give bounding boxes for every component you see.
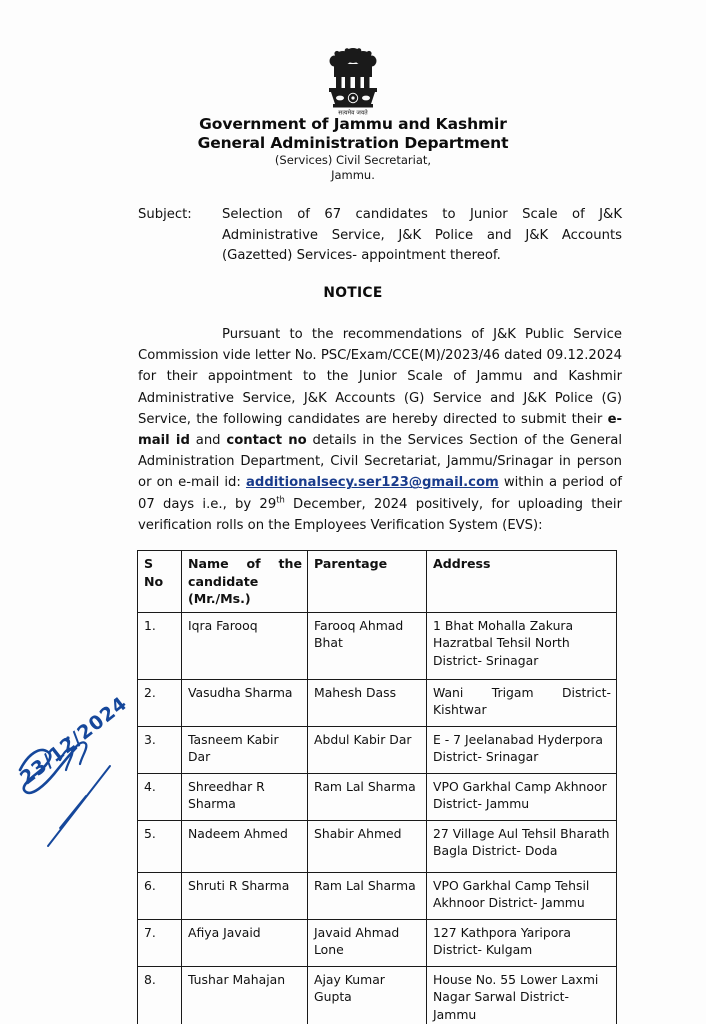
cell-sno: 3. [138,726,182,773]
cell-name: Shruti R Sharma [182,872,308,919]
ashoka-lion-capital-emblem [321,46,385,116]
cell-address: 127 Kathpora Yaripora District- Kulgam [427,919,617,966]
cell-address: House No. 55 Lower Laxmi Nagar Sarwal District- Jammu [427,966,617,1024]
subject-label: Subject: [138,207,192,222]
cell-parentage: Abdul Kabir Dar [308,726,427,773]
cell-name: Tushar Mahajan [182,966,308,1024]
table-row [138,612,617,679]
col-header-address: Address [427,551,617,613]
col-header-name: Name of the candidate (Mr./Ms.) [182,551,308,613]
body-part-3: details in the Services Section of the General Administration Department, Civil Secretariat, Jammu/Srinagar in person or on e-mail id: [138,433,622,491]
cell-name: Shreedhar R Sharma [182,773,308,820]
body-bold-contact-no: contact no [226,433,307,449]
cell-parentage: Ajay Kumar Gupta [308,966,427,1024]
city-line: Jammu. [331,168,375,182]
table-row [138,919,617,966]
table-row [138,966,617,1024]
cell-sno: 2. [138,679,182,726]
notice-body [138,324,622,536]
date-ordinal-suffix: th [276,494,285,505]
cell-sno: 6. [138,872,182,919]
cell-address: VPO Garkhal Camp Tehsil Akhnoor District- Jammu [427,872,617,919]
notice-heading: NOTICE [323,285,383,301]
office-line: (Services) Civil Secretariat, [274,153,432,167]
cell-address: E - 7 Jeelanabad Hyderpora District- Srinagar [427,726,617,773]
table-row [138,679,617,726]
cell-address: VPO Garkhal Camp Akhnoor District- Jammu [427,773,617,820]
body-part-5: December, 2024 positively, for uploading their verification rolls on the Employees Verification System (EVS): [138,496,623,533]
department-title: General Administration Department [197,134,509,152]
cell-parentage: Ram Lal Sharma [308,872,427,919]
cell-sno: 8. [138,966,182,1024]
cell-name: Nadeem Ahmed [182,820,308,872]
cell-sno: 5. [138,820,182,872]
cell-parentage: Ram Lal Sharma [308,773,427,820]
cell-sno: 4. [138,773,182,820]
cell-parentage: Shabir Ahmed [308,820,427,872]
cell-parentage: Farooq Ahmad Bhat [308,612,427,679]
cell-parentage: Mahesh Dass [308,679,427,726]
body-bold-email-id: e-mail id [138,411,622,449]
email-link[interactable]: additionalsecy.ser123@gmail.com [245,475,499,491]
cell-name: Iqra Farooq [182,612,308,679]
cell-name: Tasneem Kabir Dar [182,726,308,773]
table-row [138,872,617,919]
candidates-table [137,550,617,1024]
cell-parentage: Javaid Ahmad Lone [308,919,427,966]
col-header-parentage: Parentage [308,551,427,613]
government-title: Government of Jammu and Kashmir [199,115,507,133]
document-header [0,115,706,183]
subject-text: Selection of 67 candidates to Junior Scale of J&K Administrative Service, J&K Police and J&K Accounts (Gazetted) Services- appointment thereof. [222,207,622,263]
cell-address: 27 Village Aul Tehsil Bharath Bagla District- Doda [427,820,617,872]
table-row [138,773,617,820]
cell-address: 1 Bhat Mohalla Zakura Hazratbal Tehsil North District- Srinagar [427,612,617,679]
table-row [138,820,617,872]
cell-address: Wani Trigam District- Kishtwar [427,679,617,726]
cell-name: Vasudha Sharma [182,679,308,726]
body-part-4: within a period of 07 days i.e., by 29 [138,475,622,512]
emblem-motto: सत्यमेव जयते [338,109,368,116]
cell-sno: 1. [138,612,182,679]
table-header-row [138,551,617,613]
signature-date: 23/12/2024 [16,692,132,790]
body-part-2: and [189,433,227,449]
cell-sno: 7. [138,919,182,966]
col-header-sno: S No [138,551,182,613]
body-part-1: Pursuant to the recommendations of J&K Public Service Commission vide letter No. PSC/Exam/CCE(M)/2023/46 dated 09.12.2024 for their appointment to the Junior Scale of Jammu and Kashmir Administrative Service, J&K Accounts (G) Service and J&K Police (G) Service, the following candidates are hereby directed to submit their [138,327,622,427]
national-emblem [0,46,706,120]
cell-name: Afiya Javaid [182,919,308,966]
subject-row [138,205,622,267]
table-row [138,726,617,773]
